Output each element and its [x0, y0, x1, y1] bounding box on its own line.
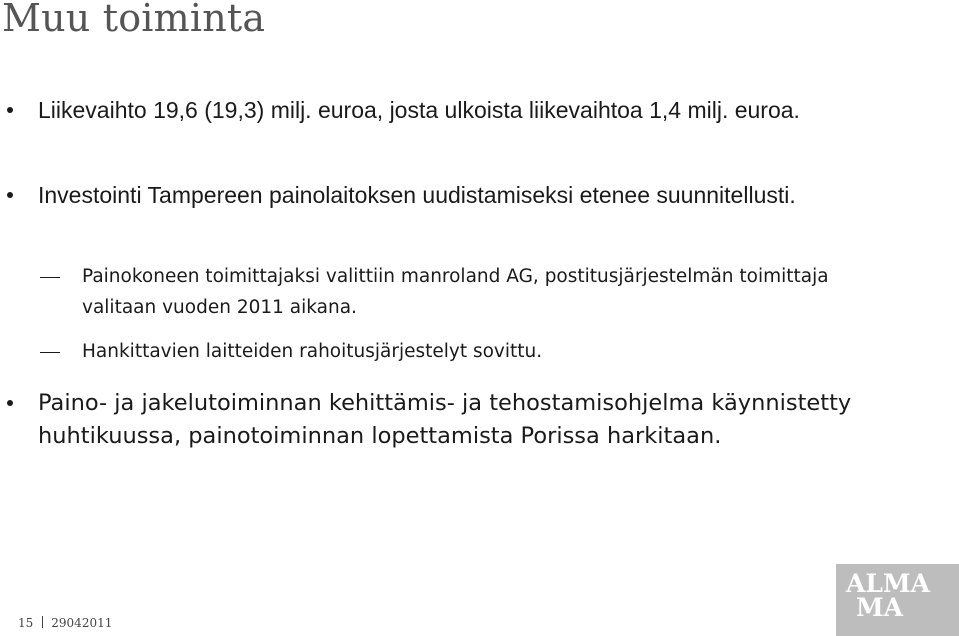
alma-logo — [836, 564, 959, 636]
subbullet-financing-text: Hankittavien laitteiden rahoitusjärjestelyt sovittu. — [82, 341, 543, 362]
slide-footer — [18, 616, 112, 630]
bullet-investment-text: Investointi Tampereen painolaitoksen uudistamiseksi etenee suunnitellusti. — [38, 182, 796, 208]
page-number: 15 — [18, 616, 34, 630]
dash-marker — [40, 352, 60, 353]
footer-separator — [42, 616, 43, 628]
footer-date: 29042011 — [51, 616, 113, 630]
alma-logo-line1: ALMA — [846, 569, 931, 598]
alma-logo-line2: MA — [856, 593, 904, 622]
slide-title: Muu toiminta — [2, 0, 266, 40]
dash-marker — [40, 277, 60, 278]
bullet-revenue-text: Liikevaihto 19,6 (19,3) milj. euroa, josta ulkoista liikevaihtoa 1,4 milj. euroa. — [38, 97, 800, 123]
bullet-dot — [7, 400, 13, 406]
bullet-dot — [7, 192, 13, 198]
subbullet-press-supplier-text: Painokoneen toimittajaksi valittiin manroland AG, postitusjärjestelmän toimittaja valitaan vuoden 2011 aikana. — [82, 266, 829, 318]
bullet-dot — [7, 107, 13, 113]
alma-logo-mark — [846, 569, 931, 622]
bullet-development-program-text: Paino- ja jakelutoiminnan kehittämis- ja tehostamisohjelma käynnistetty huhtikuussa, painotoiminnan lopettamista Porissa harkitaan. — [38, 390, 852, 449]
